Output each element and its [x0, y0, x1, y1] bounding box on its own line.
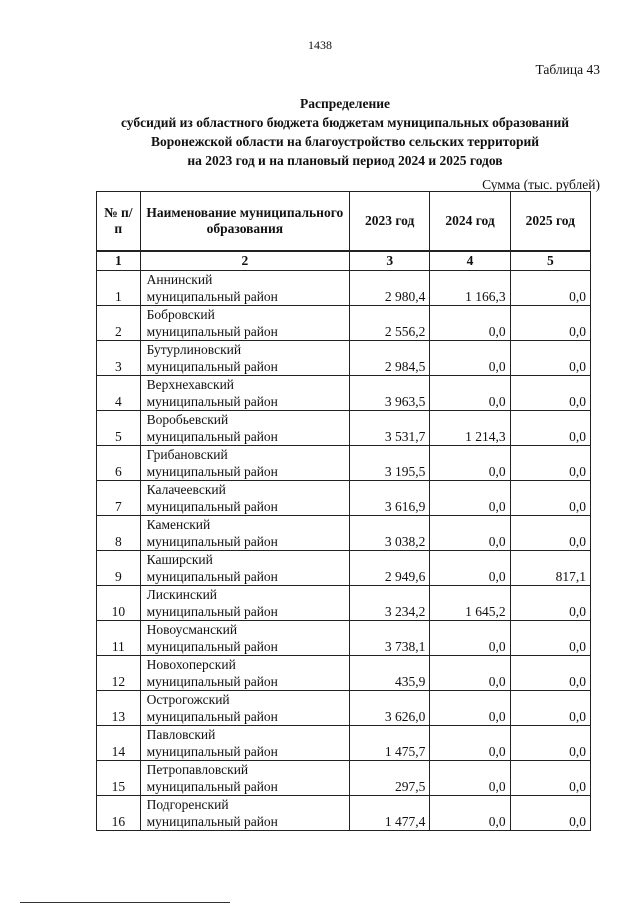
row-name [140, 411, 349, 446]
row-number: 11 [97, 621, 141, 656]
value-2025: 0,0 [510, 306, 590, 341]
table-row [97, 796, 591, 831]
row-name-line1: Новоусманский [146, 622, 238, 637]
value-2023: 2 949,6 [350, 551, 430, 586]
row-name-line1: Калачеевский [146, 482, 226, 497]
row-name-line1: Аннинский [146, 272, 213, 287]
table-label: Таблица 43 [535, 62, 600, 77]
row-name-line2: муниципальный район [146, 674, 278, 689]
value-2025: 0,0 [510, 446, 590, 481]
table-row [97, 726, 591, 761]
row-name-line2: муниципальный район [146, 499, 278, 514]
value-2025: 0,0 [510, 481, 590, 516]
row-name [140, 656, 349, 691]
table-header-row [97, 192, 591, 252]
value-2025: 817,1 [510, 551, 590, 586]
row-number: 10 [97, 586, 141, 621]
title-line: субсидий из областного бюджета бюджетам муниципальных образований [120, 115, 570, 130]
page-number: 1438 [308, 38, 332, 52]
value-2023: 3 531,7 [350, 411, 430, 446]
value-2024: 0,0 [430, 726, 510, 761]
row-number: 9 [97, 551, 141, 586]
row-number: 6 [97, 446, 141, 481]
value-2023: 3 616,9 [350, 481, 430, 516]
value-2025: 0,0 [510, 796, 590, 831]
value-2023: 297,5 [350, 761, 430, 796]
row-number: 4 [97, 376, 141, 411]
value-2024: 1 214,3 [430, 411, 510, 446]
row-name [140, 306, 349, 341]
row-name [140, 621, 349, 656]
value-2024: 0,0 [430, 656, 510, 691]
row-number: 1 [97, 271, 141, 306]
row-name-line1: Лискинский [146, 587, 218, 602]
value-2023: 1 475,7 [350, 726, 430, 761]
row-name-line1: Подгоренский [146, 797, 229, 812]
header-2023: 2023 год [350, 192, 430, 252]
row-name-line2: муниципальный район [146, 569, 278, 584]
row-name-line2: муниципальный район [146, 814, 278, 829]
value-2025: 0,0 [510, 341, 590, 376]
value-2025: 0,0 [510, 516, 590, 551]
value-2024: 0,0 [430, 446, 510, 481]
value-2023: 3 738,1 [350, 621, 430, 656]
document-title [80, 94, 610, 170]
value-2024: 0,0 [430, 691, 510, 726]
row-name-line2: муниципальный район [146, 429, 278, 444]
title-line: Воронежской области на благоустройство сельских территорий [150, 134, 540, 149]
row-name [140, 516, 349, 551]
value-2023: 2 984,5 [350, 341, 430, 376]
row-name-line2: муниципальный район [146, 709, 278, 724]
table-row [97, 586, 591, 621]
title-line: Распределение [299, 96, 391, 111]
value-2024: 1 645,2 [430, 586, 510, 621]
table-row [97, 621, 591, 656]
row-name-line2: муниципальный район [146, 744, 278, 759]
row-name [140, 586, 349, 621]
row-name-line2: муниципальный район [146, 324, 278, 339]
row-name-line1: Каменский [146, 517, 211, 532]
row-number: 2 [97, 306, 141, 341]
value-2024: 0,0 [430, 376, 510, 411]
row-name [140, 796, 349, 831]
row-name-line1: Бутурлиновский [146, 342, 242, 357]
footer-divider [20, 902, 230, 903]
row-name-line1: Каширский [146, 552, 213, 567]
value-2024: 0,0 [430, 341, 510, 376]
table-body [97, 271, 591, 831]
row-name [140, 341, 349, 376]
value-2024: 0,0 [430, 796, 510, 831]
value-2023: 2 980,4 [350, 271, 430, 306]
table-row [97, 516, 591, 551]
row-name-line1: Павловский [146, 727, 216, 742]
row-name-line1: Петропавловский [146, 762, 249, 777]
column-number: 3 [350, 251, 430, 271]
row-name-line2: муниципальный район [146, 534, 278, 549]
header-num: № п/п [97, 192, 141, 252]
value-2025: 0,0 [510, 411, 590, 446]
column-number: 5 [510, 251, 590, 271]
value-2025: 0,0 [510, 621, 590, 656]
value-2024: 0,0 [430, 761, 510, 796]
row-name [140, 376, 349, 411]
row-name-line1: Грибановский [146, 447, 228, 462]
row-number: 14 [97, 726, 141, 761]
value-2023: 1 477,4 [350, 796, 430, 831]
row-name-line2: муниципальный район [146, 639, 278, 654]
value-2024: 1 166,3 [430, 271, 510, 306]
value-2023: 2 556,2 [350, 306, 430, 341]
value-2025: 0,0 [510, 691, 590, 726]
value-2025: 0,0 [510, 586, 590, 621]
row-number: 3 [97, 341, 141, 376]
row-name [140, 446, 349, 481]
value-2023: 3 195,5 [350, 446, 430, 481]
value-2024: 0,0 [430, 551, 510, 586]
value-2025: 0,0 [510, 656, 590, 691]
row-name [140, 271, 349, 306]
value-2024: 0,0 [430, 621, 510, 656]
row-name [140, 481, 349, 516]
table-row [97, 481, 591, 516]
column-number-row [97, 251, 591, 271]
row-name [140, 726, 349, 761]
table-row [97, 306, 591, 341]
table-row [97, 551, 591, 586]
header-2024: 2024 год [430, 192, 510, 252]
row-name-line2: муниципальный район [146, 779, 278, 794]
value-2023: 3 038,2 [350, 516, 430, 551]
value-2024: 0,0 [430, 516, 510, 551]
value-2024: 0,0 [430, 481, 510, 516]
row-name-line1: Новохоперский [146, 657, 236, 672]
row-name-line2: муниципальный район [146, 464, 278, 479]
row-name [140, 551, 349, 586]
header-2025: 2025 год [510, 192, 590, 252]
table-row [97, 446, 591, 481]
value-2023: 435,9 [350, 656, 430, 691]
row-name [140, 761, 349, 796]
row-number: 13 [97, 691, 141, 726]
subsidy-table [96, 191, 591, 831]
column-number: 4 [430, 251, 510, 271]
column-number: 2 [140, 251, 349, 271]
header-name: Наименование муниципального образования [140, 192, 349, 252]
unit-label: Сумма (тыс. рублей) [482, 177, 600, 192]
row-number: 12 [97, 656, 141, 691]
table-row [97, 411, 591, 446]
value-2023: 3 626,0 [350, 691, 430, 726]
row-name-line2: муниципальный район [146, 359, 278, 374]
value-2025: 0,0 [510, 376, 590, 411]
table-row [97, 271, 591, 306]
table-row [97, 656, 591, 691]
row-name-line1: Верхнехавский [146, 377, 235, 392]
value-2023: 3 963,5 [350, 376, 430, 411]
row-number: 16 [97, 796, 141, 831]
value-2024: 0,0 [430, 306, 510, 341]
table-row [97, 691, 591, 726]
row-name-line2: муниципальный район [146, 289, 278, 304]
row-name-line2: муниципальный район [146, 394, 278, 409]
column-number: 1 [97, 251, 141, 271]
row-name-line1: Воробьевский [146, 412, 229, 427]
value-2025: 0,0 [510, 726, 590, 761]
row-number: 7 [97, 481, 141, 516]
row-name [140, 691, 349, 726]
value-2023: 3 234,2 [350, 586, 430, 621]
row-number: 8 [97, 516, 141, 551]
row-name-line2: муниципальный район [146, 604, 278, 619]
value-2025: 0,0 [510, 271, 590, 306]
table-row [97, 341, 591, 376]
row-number: 5 [97, 411, 141, 446]
row-name-line1: Острогожский [146, 692, 230, 707]
table-row [97, 376, 591, 411]
row-number: 15 [97, 761, 141, 796]
row-name-line1: Бобровский [146, 307, 215, 322]
table-row [97, 761, 591, 796]
title-line: на 2023 год и на плановый период 2024 и 2025 годов [187, 153, 503, 168]
value-2025: 0,0 [510, 761, 590, 796]
